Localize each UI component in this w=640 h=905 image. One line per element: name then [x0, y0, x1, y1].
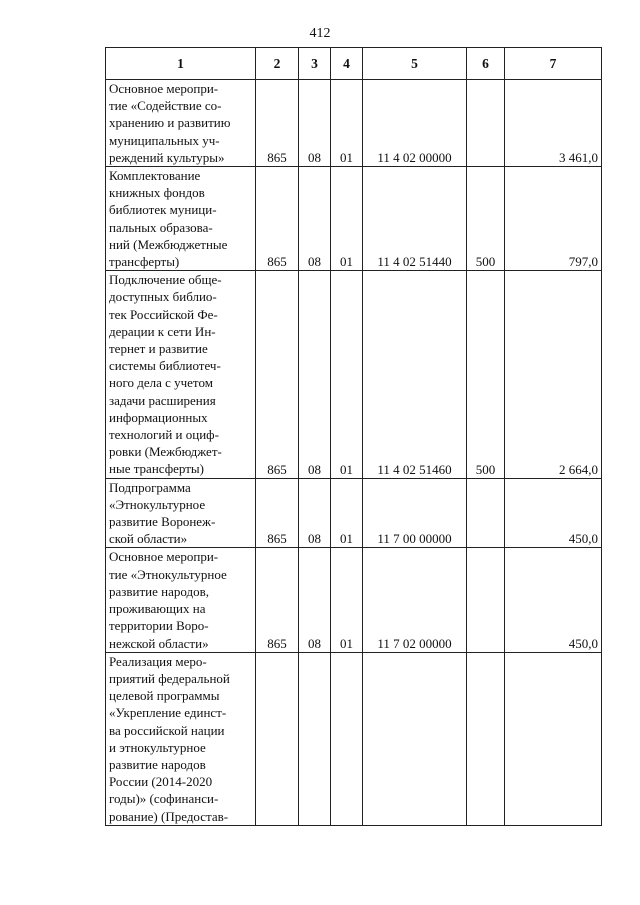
description-line: ные трансферты)	[109, 461, 204, 477]
column-header-7: 7	[505, 48, 602, 80]
description-line: задачи расширения	[109, 392, 216, 408]
description-line: целевой программы	[109, 688, 220, 704]
column-header-6: 6	[467, 48, 505, 80]
description-line: пальных образова-	[109, 219, 213, 235]
amount: 450,0	[505, 478, 602, 548]
amount: 450,0	[505, 548, 602, 652]
row-description	[106, 652, 256, 825]
expense-type-code	[467, 80, 505, 167]
ministry-code: 865	[256, 548, 299, 652]
amount: 797,0	[505, 167, 602, 271]
column-header-1: 1	[106, 48, 256, 80]
description-line: ного дела с учетом	[109, 375, 213, 391]
ministry-code	[256, 652, 299, 825]
expense-type-code: 500	[467, 167, 505, 271]
description-line: ской области»	[109, 531, 188, 547]
description-line: развитие народов,	[109, 583, 210, 599]
description-line: приятий федеральной	[109, 670, 230, 686]
section-code	[299, 652, 331, 825]
subsection-code	[331, 652, 363, 825]
row-description	[106, 80, 256, 167]
description-line: «Укрепление единст-	[109, 705, 227, 721]
ministry-code: 865	[256, 271, 299, 478]
budget-table	[105, 47, 602, 826]
description-line: доступных библио-	[109, 289, 217, 305]
target-article-code: 11 4 02 51460	[363, 271, 467, 478]
description-line: тие «Этнокультурное	[109, 566, 227, 582]
description-line: муниципальных уч-	[109, 132, 220, 148]
expense-type-code: 500	[467, 271, 505, 478]
description-line: дерации к сети Ин-	[109, 323, 216, 339]
description-line: проживающих на	[109, 601, 206, 617]
row-description	[106, 271, 256, 478]
expense-type-code	[467, 478, 505, 548]
description-line: территории Воро-	[109, 618, 209, 634]
description-line: библиотек муници-	[109, 202, 217, 218]
description-line: Подключение обще-	[109, 272, 222, 288]
expense-type-code	[467, 548, 505, 652]
section-code: 08	[299, 548, 331, 652]
description-line: развитие Воронеж-	[109, 514, 216, 530]
table-row	[106, 548, 602, 652]
row-description	[106, 548, 256, 652]
description-line: технологий и оциф-	[109, 427, 219, 443]
ministry-code: 865	[256, 80, 299, 167]
description-line: «Этнокультурное	[109, 496, 206, 512]
target-article-code: 11 4 02 00000	[363, 80, 467, 167]
table-row	[106, 167, 602, 271]
section-code: 08	[299, 80, 331, 167]
description-line: Основное меропри-	[109, 549, 219, 565]
description-line: развитие народов	[109, 756, 206, 772]
expense-type-code	[467, 652, 505, 825]
amount: 2 664,0	[505, 271, 602, 478]
target-article-code: 11 7 00 00000	[363, 478, 467, 548]
subsection-code: 01	[331, 80, 363, 167]
subsection-code: 01	[331, 548, 363, 652]
description-line: Основное меропри-	[109, 81, 219, 96]
description-line: Реализация меро-	[109, 653, 207, 669]
table-row	[106, 478, 602, 548]
section-code: 08	[299, 271, 331, 478]
description-line: информационных	[109, 409, 208, 425]
table-row	[106, 271, 602, 478]
description-line: ва российской нации	[109, 722, 225, 738]
section-code: 08	[299, 478, 331, 548]
row-description	[106, 167, 256, 271]
description-line: ровки (Межбюджет-	[109, 444, 222, 460]
table-row	[106, 652, 602, 825]
description-line: рование) (Предостав-	[109, 808, 229, 824]
description-line: реждений культуры»	[109, 149, 225, 165]
description-line: системы библиотеч-	[109, 358, 221, 374]
description-line: хранению и развитию	[109, 115, 231, 131]
header-row	[106, 48, 602, 80]
description-line: и этнокультурное	[109, 739, 206, 755]
description-line: тие «Содействие со-	[109, 98, 222, 114]
section-code: 08	[299, 167, 331, 271]
description-line: годы)» (софинанси-	[109, 791, 219, 807]
amount: 3 461,0	[505, 80, 602, 167]
description-line: тернет и развитие	[109, 341, 208, 357]
target-article-code	[363, 652, 467, 825]
description-line: тек Российской Фе-	[109, 306, 218, 322]
page-number: 412	[309, 26, 331, 41]
subsection-code: 01	[331, 167, 363, 271]
description-line: трансферты)	[109, 254, 180, 270]
amount	[505, 652, 602, 825]
subsection-code: 01	[331, 478, 363, 548]
description-line: нежской области»	[109, 635, 209, 651]
description-line: Подпрограмма	[109, 479, 191, 495]
ministry-code: 865	[256, 478, 299, 548]
column-header-2: 2	[256, 48, 299, 80]
table-body	[106, 80, 602, 826]
target-article-code: 11 7 02 00000	[363, 548, 467, 652]
description-line: Комплектование	[109, 168, 201, 184]
column-header-5: 5	[363, 48, 467, 80]
subsection-code: 01	[331, 271, 363, 478]
row-description	[106, 478, 256, 548]
description-line: ний (Межбюджетные	[109, 236, 228, 252]
column-header-4: 4	[331, 48, 363, 80]
target-article-code: 11 4 02 51440	[363, 167, 467, 271]
column-header-3: 3	[299, 48, 331, 80]
description-line: России (2014-2020	[109, 774, 213, 790]
ministry-code: 865	[256, 167, 299, 271]
description-line: книжных фондов	[109, 185, 205, 201]
table-row	[106, 80, 602, 167]
